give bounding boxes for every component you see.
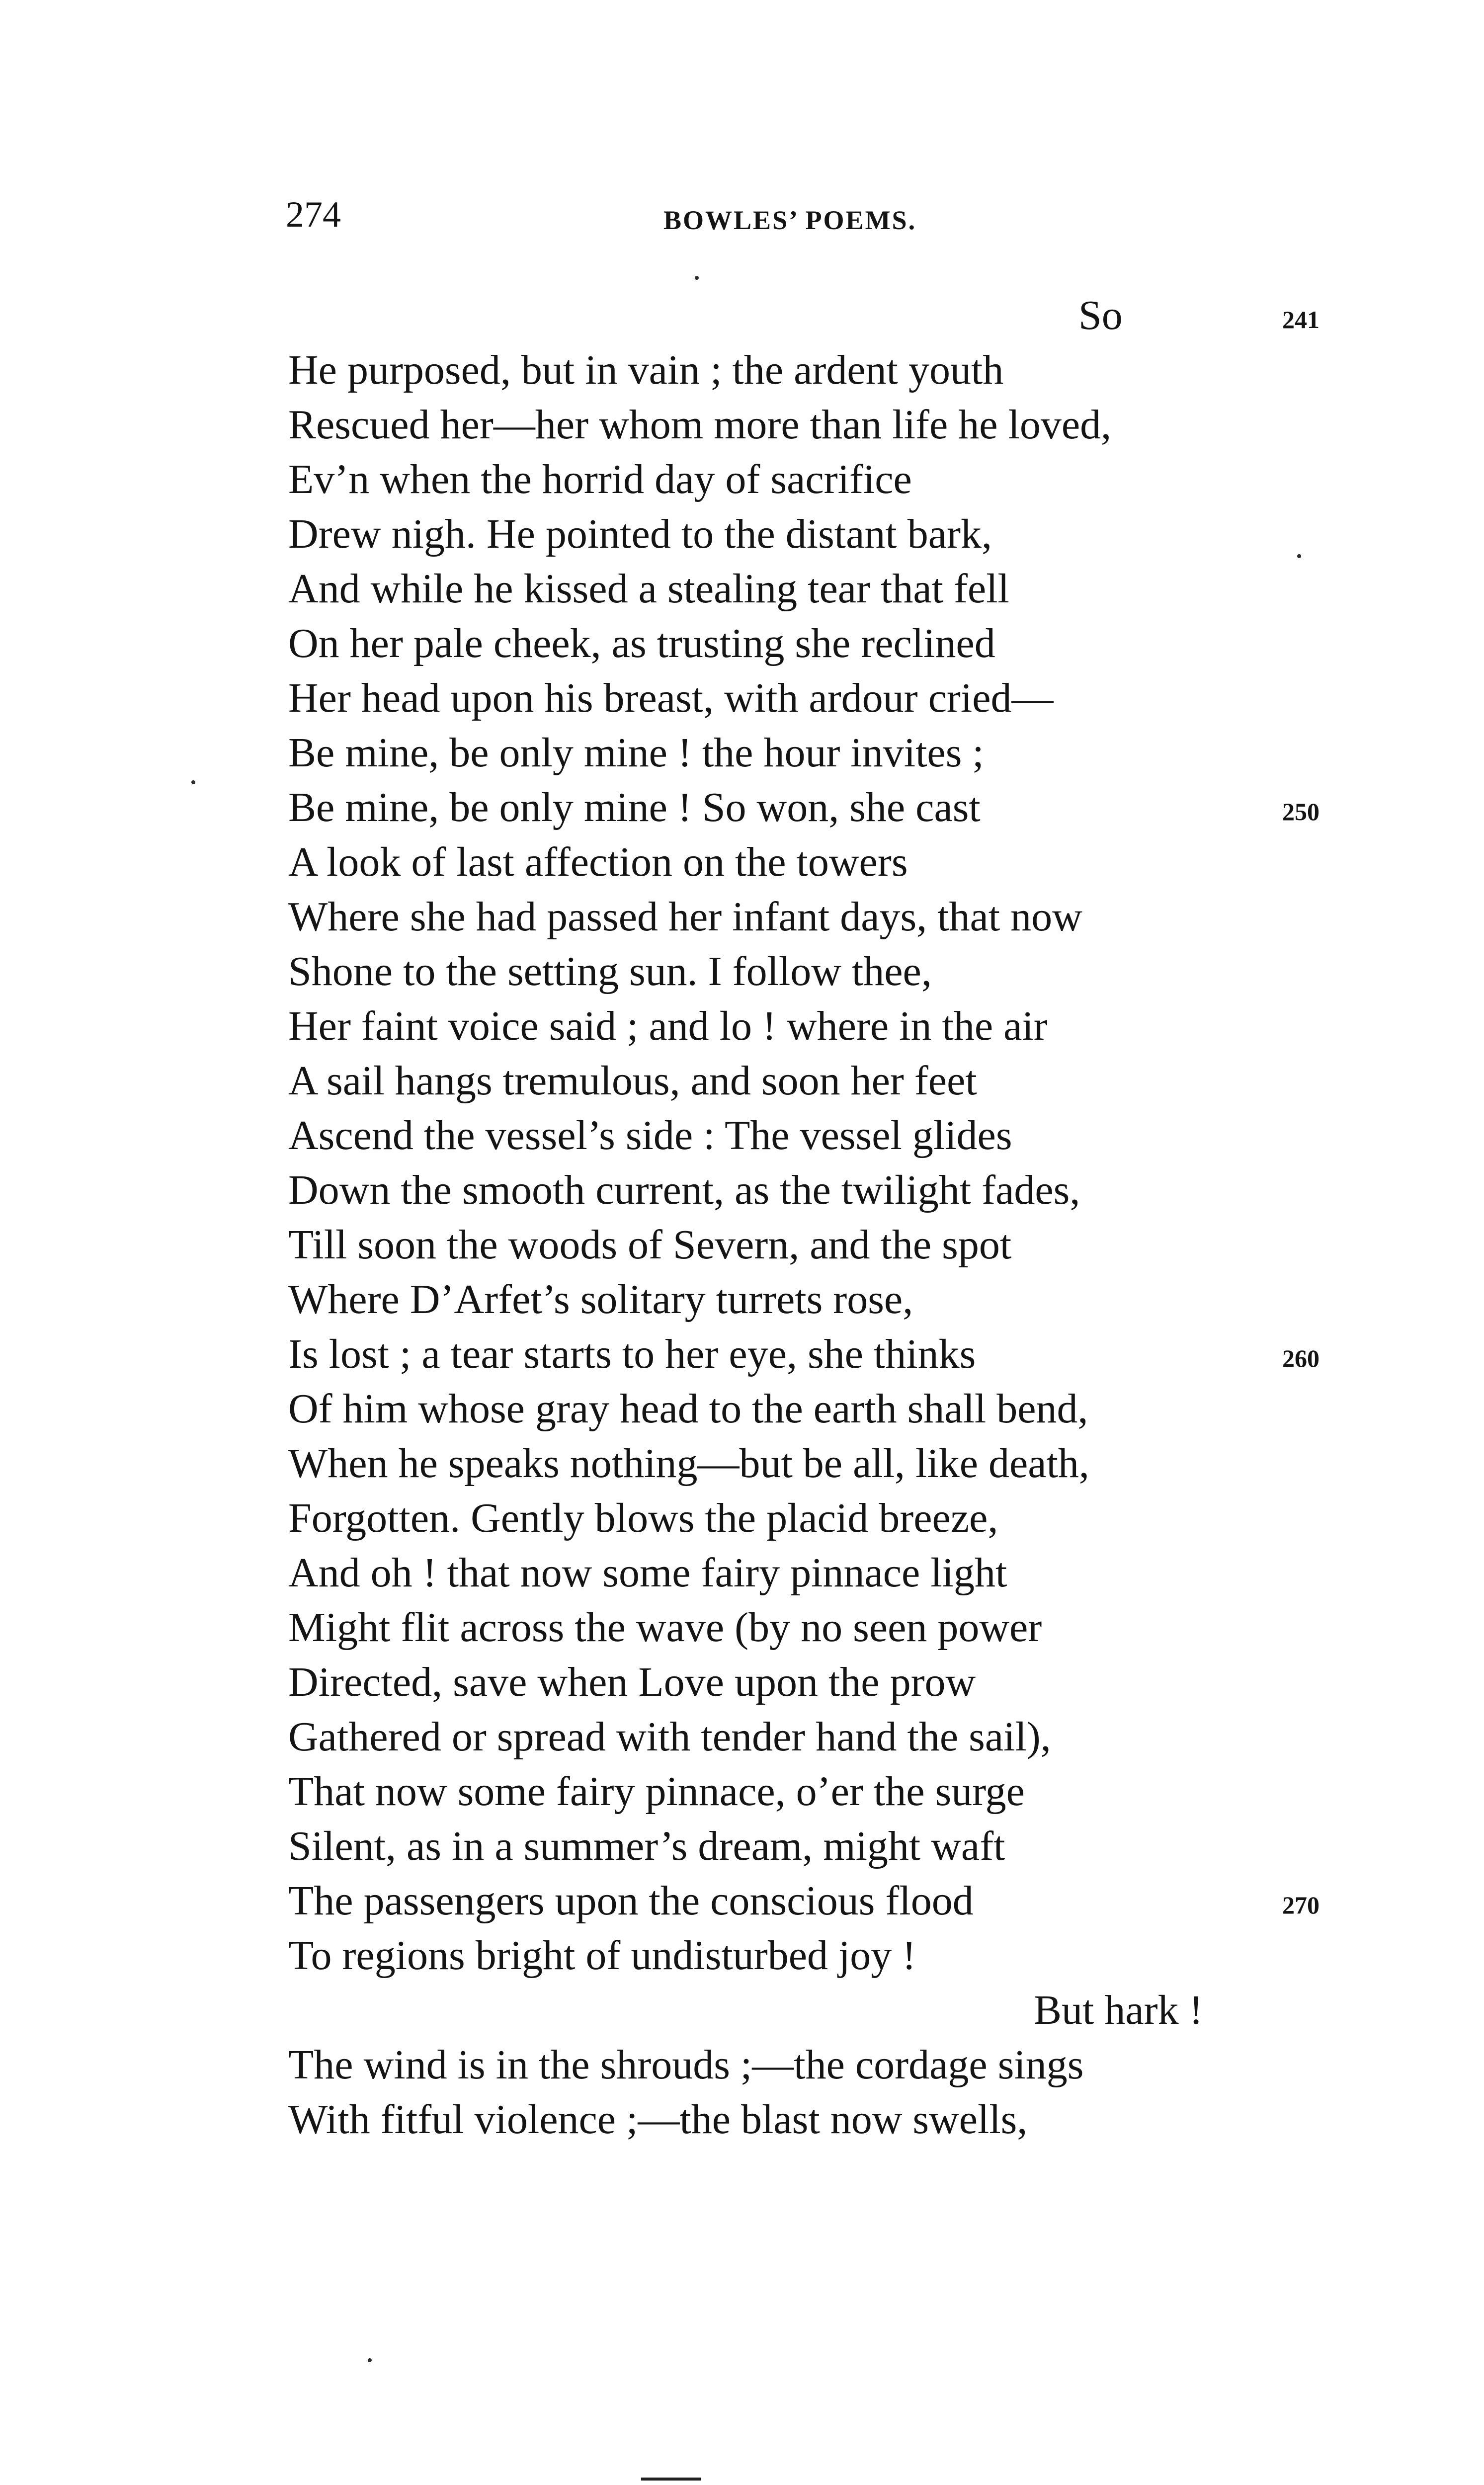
poem-line-text: And while he kissed a stealing tear that fell xyxy=(288,566,1009,612)
poem-line xyxy=(288,835,1406,890)
poem-line-text: Drew nigh. He pointed to the distant bark, xyxy=(288,511,992,557)
poem-line xyxy=(288,1218,1406,1272)
poem-line-text: On her pale cheek, as trusting she reclined xyxy=(288,620,995,666)
poem-line xyxy=(288,1928,1406,1983)
poem-line-text: Where she had passed her infant days, that now xyxy=(288,894,1082,940)
poem-line-text: When he speaks nothing—but be all, like death, xyxy=(288,1440,1089,1487)
poem-line xyxy=(288,1710,1406,1764)
poem-line-text: Where D’Arfet’s solitary turrets rose, xyxy=(288,1276,913,1323)
poem-line xyxy=(288,1600,1406,1655)
poem-line xyxy=(288,507,1406,562)
page-header xyxy=(286,194,1394,258)
poem-line xyxy=(288,1108,1406,1163)
poem-line-text: Be mine, be only mine ! the hour invites ; xyxy=(288,730,984,776)
poem-line xyxy=(288,1764,1406,1819)
ink-speck xyxy=(1297,554,1301,558)
line-number: 270 xyxy=(1282,1891,1319,1919)
poem-line-text: With fitful violence ;—the blast now swells, xyxy=(288,2096,1028,2143)
poem-line xyxy=(288,2038,1406,2092)
poem-line xyxy=(288,616,1406,671)
line-number: 241 xyxy=(1282,306,1319,333)
poem-line xyxy=(288,452,1406,507)
line-number: 260 xyxy=(1282,1344,1319,1372)
poem-line xyxy=(288,1163,1406,1218)
poem-line xyxy=(288,398,1406,452)
poem-line-text: Be mine, be only mine ! So won, she cast xyxy=(288,784,981,830)
poem-line xyxy=(288,1436,1406,1491)
poem-line-text: Gathered or spread with tender hand the sail), xyxy=(288,1714,1051,1760)
poem-line xyxy=(288,726,1406,780)
bottom-rule xyxy=(641,2478,701,2481)
poem-line-text: Till soon the woods of Severn, and the spot xyxy=(288,1222,1012,1268)
poem-line-text: Ev’n when the horrid day of sacrifice xyxy=(288,456,912,502)
poem-line xyxy=(288,890,1406,944)
poem-line xyxy=(288,1655,1406,1710)
poem-line xyxy=(288,288,1406,343)
poem-line-text: The wind is in the shrouds ;—the cordage sings xyxy=(288,2042,1084,2088)
poem-line-text: That now some fairy pinnace, o’er the surge xyxy=(288,1768,1025,1815)
poem-line-text: To regions bright of undisturbed joy ! xyxy=(288,1932,916,1979)
poem-line-text: The passengers upon the conscious flood xyxy=(288,1878,974,1924)
poem-line-text: Directed, save when Love upon the prow xyxy=(288,1659,976,1705)
poem-line xyxy=(288,1819,1406,1874)
poem-line xyxy=(288,1327,1406,1382)
poem-line-text: Ascend the vessel’s side : The vessel glides xyxy=(288,1112,1012,1159)
poem-line-text: A look of last affection on the towers xyxy=(288,839,908,885)
poem-line-text: Her head upon his breast, with ardour cried— xyxy=(288,675,1054,721)
poem-line xyxy=(288,2092,1406,2147)
poem-line-text: And oh ! that now some fairy pinnace light xyxy=(288,1550,1007,1596)
poem-line xyxy=(288,1546,1406,1600)
line-number: 250 xyxy=(1282,798,1319,826)
ink-speck xyxy=(368,2358,372,2362)
poem-line-text: Of him whose gray head to the earth shall bend, xyxy=(288,1386,1088,1432)
poem-line xyxy=(288,1874,1406,1928)
poem-line-text: He purposed, but in vain ; the ardent youth xyxy=(288,347,1004,393)
poem-line-text: But hark ! xyxy=(1034,1987,1203,2033)
poem-line-text: Her faint voice said ; and lo ! where in the air xyxy=(288,1003,1048,1049)
poem-line-text: A sail hangs tremulous, and soon her feet xyxy=(288,1058,977,1104)
poem-line-text: Forgotten. Gently blows the placid breeze, xyxy=(288,1495,998,1541)
poem-line xyxy=(288,1491,1406,1546)
poem-line xyxy=(288,1382,1406,1436)
poem-line-text: Might flit across the wave (by no seen power xyxy=(288,1604,1042,1651)
page-number: 274 xyxy=(286,194,341,235)
poem-line xyxy=(288,1054,1406,1108)
poem-line-text: Is lost ; a tear starts to her eye, she thinks xyxy=(288,1331,976,1377)
poem-line-text: Silent, as in a summer’s dream, might waft xyxy=(288,1823,1005,1869)
running-title: BOWLES’ POEMS. xyxy=(663,205,917,235)
poem-line-text: So xyxy=(1078,292,1123,338)
poem-line xyxy=(288,562,1406,616)
poem-line xyxy=(288,780,1406,835)
poem-line xyxy=(288,343,1406,398)
ink-speck xyxy=(695,276,699,280)
poem-line-text: Shone to the setting sun. I follow thee, xyxy=(288,948,932,994)
poem-line xyxy=(288,1272,1406,1327)
poem-line xyxy=(288,944,1406,999)
poem-line-text: Down the smooth current, as the twilight fades, xyxy=(288,1167,1080,1213)
ink-speck xyxy=(191,780,195,784)
poem-line xyxy=(288,999,1406,1054)
poem-body xyxy=(288,288,1406,2147)
poem-line xyxy=(288,671,1406,726)
poem-line xyxy=(288,1983,1406,2038)
poem-line-text: Rescued her—her whom more than life he loved, xyxy=(288,402,1112,448)
